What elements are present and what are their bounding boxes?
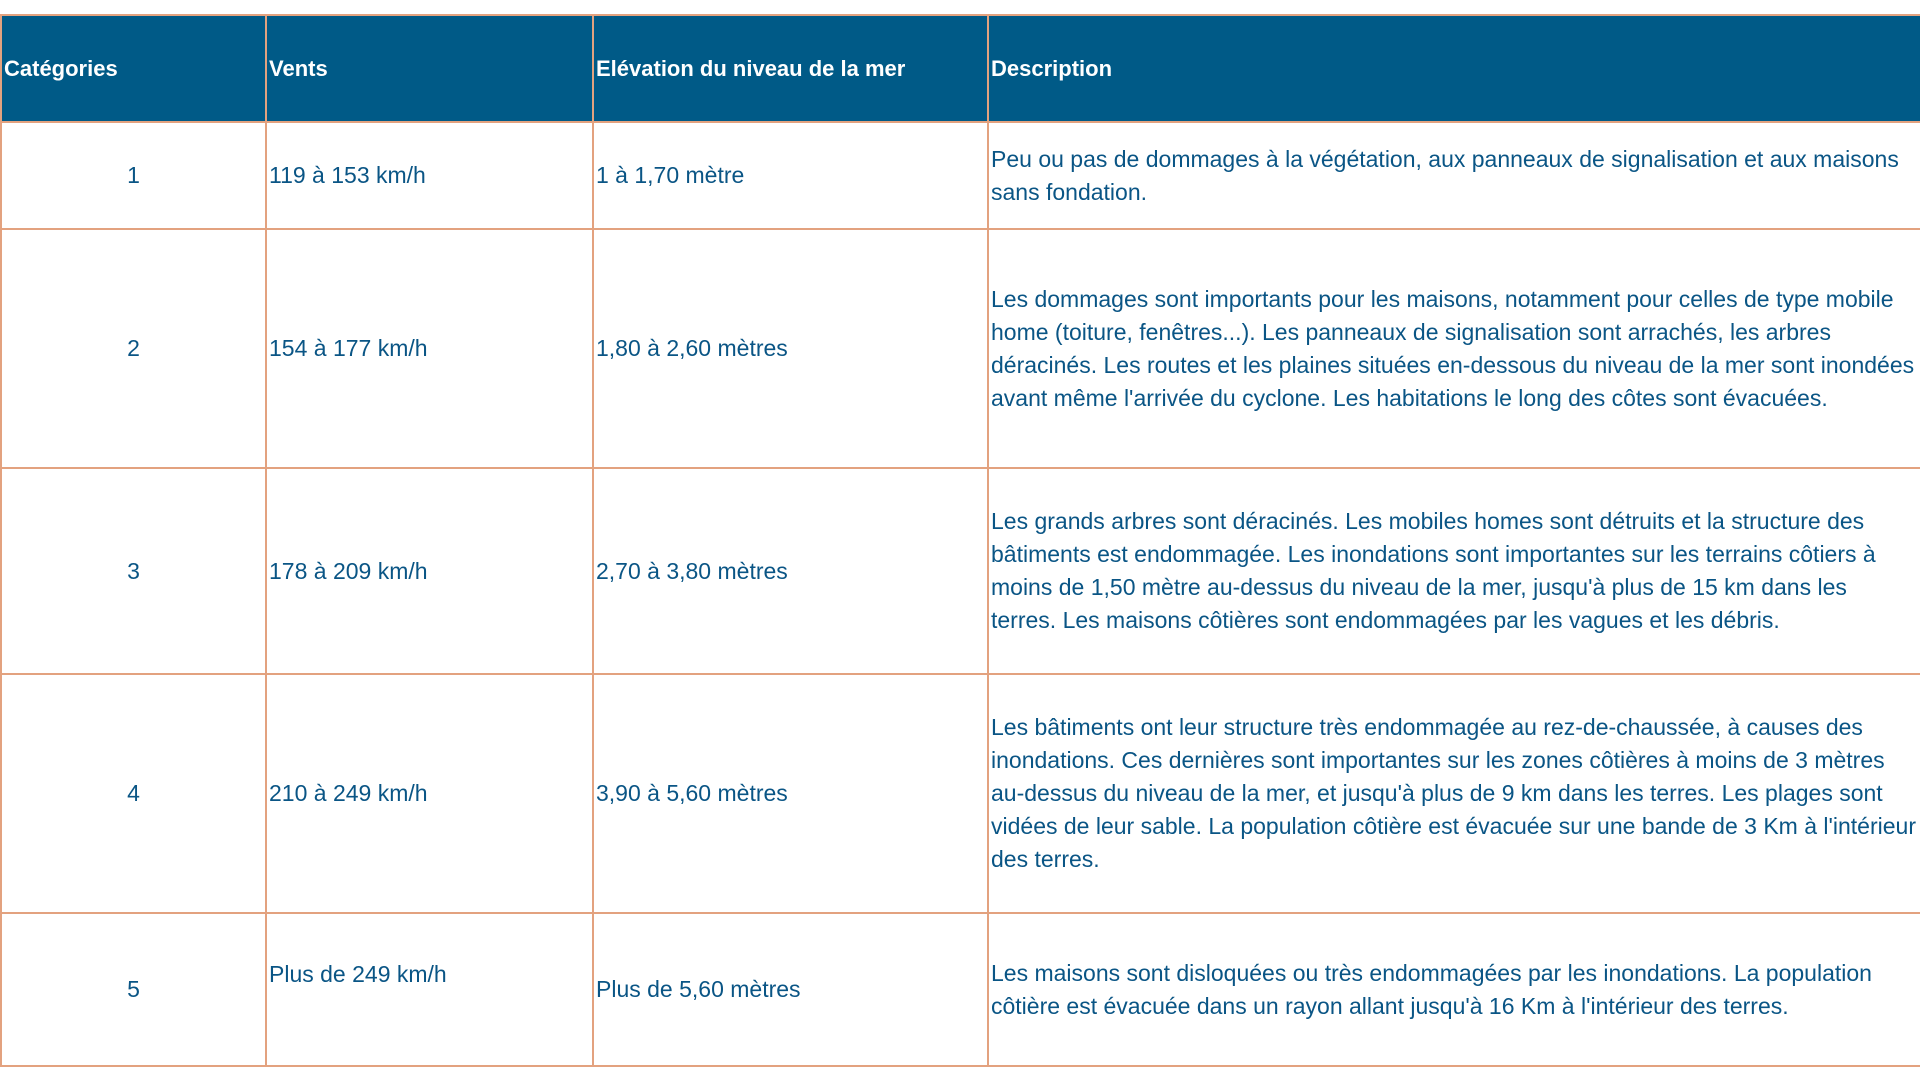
cell-description: Les grands arbres sont déracinés. Les mobiles homes sont détruits et la structure des bâtiments est endommagée. Les inondations sont importantes sur les terrains côtiers à moins de 1,50 mètre au-dessus du niveau de la mer, jusqu'à plus de 15 km dans les terres. Les maisons côtières sont endommagées par les vagues et les débris. bbox=[988, 468, 1920, 674]
cell-elevation: 1 à 1,70 mètre bbox=[593, 122, 988, 229]
header-row bbox=[1, 15, 1920, 122]
cell-vents: Plus de 249 km/h bbox=[266, 913, 593, 1066]
table-row bbox=[1, 122, 1920, 229]
table-row bbox=[1, 468, 1920, 674]
cell-vents: 154 à 177 km/h bbox=[266, 229, 593, 468]
cell-vents: 178 à 209 km/h bbox=[266, 468, 593, 674]
cell-description: Les maisons sont disloquées ou très endommagées par les inondations. La population côtière est évacuée dans un rayon allant jusqu'à 16 Km à l'intérieur des terres. bbox=[988, 913, 1920, 1066]
header-elevation: Elévation du niveau de la mer bbox=[593, 15, 988, 122]
table-row bbox=[1, 913, 1920, 1066]
header-description: Description bbox=[988, 15, 1920, 122]
table-header bbox=[1, 15, 1920, 122]
cell-elevation: 2,70 à 3,80 mètres bbox=[593, 468, 988, 674]
cell-description: Peu ou pas de dommages à la végétation, aux panneaux de signalisation et aux maisons sans fondation. bbox=[988, 122, 1920, 229]
cell-description: Les dommages sont importants pour les maisons, notamment pour celles de type mobile home (toiture, fenêtres...). Les panneaux de signalisation sont arrachés, les arbres déracinés. Les routes et les plaines situées en-dessous du niveau de la mer sont inondées avant même l'arrivée du cyclone. Les habitations le long des côtes sont évacuées. bbox=[988, 229, 1920, 468]
cell-categorie: 1 bbox=[1, 122, 266, 229]
header-categories: Catégories bbox=[1, 15, 266, 122]
table-row bbox=[1, 674, 1920, 913]
cell-elevation: 1,80 à 2,60 mètres bbox=[593, 229, 988, 468]
hurricane-categories-table-container bbox=[0, 14, 1920, 1067]
table-row bbox=[1, 229, 1920, 468]
header-vents: Vents bbox=[266, 15, 593, 122]
cell-description: Les bâtiments ont leur structure très endommagée au rez-de-chaussée, à causes des inondations. Ces dernières sont importantes sur les zones côtières à moins de 3 mètres au-dessus du niveau de la mer, et jusqu'à plus de 9 km dans les terres. Les plages sont vidées de leur sable. La population côtière est évacuée sur une bande de 3 Km à l'intérieur des terres. bbox=[988, 674, 1920, 913]
cell-vents: 119 à 153 km/h bbox=[266, 122, 593, 229]
cell-categorie: 3 bbox=[1, 468, 266, 674]
cell-categorie: 5 bbox=[1, 913, 266, 1066]
cell-vents: 210 à 249 km/h bbox=[266, 674, 593, 913]
hurricane-categories-table bbox=[0, 14, 1920, 1067]
cell-categorie: 2 bbox=[1, 229, 266, 468]
cell-categorie: 4 bbox=[1, 674, 266, 913]
cell-elevation: 3,90 à 5,60 mètres bbox=[593, 674, 988, 913]
cell-elevation: Plus de 5,60 mètres bbox=[593, 913, 988, 1066]
table-body bbox=[1, 122, 1920, 1066]
